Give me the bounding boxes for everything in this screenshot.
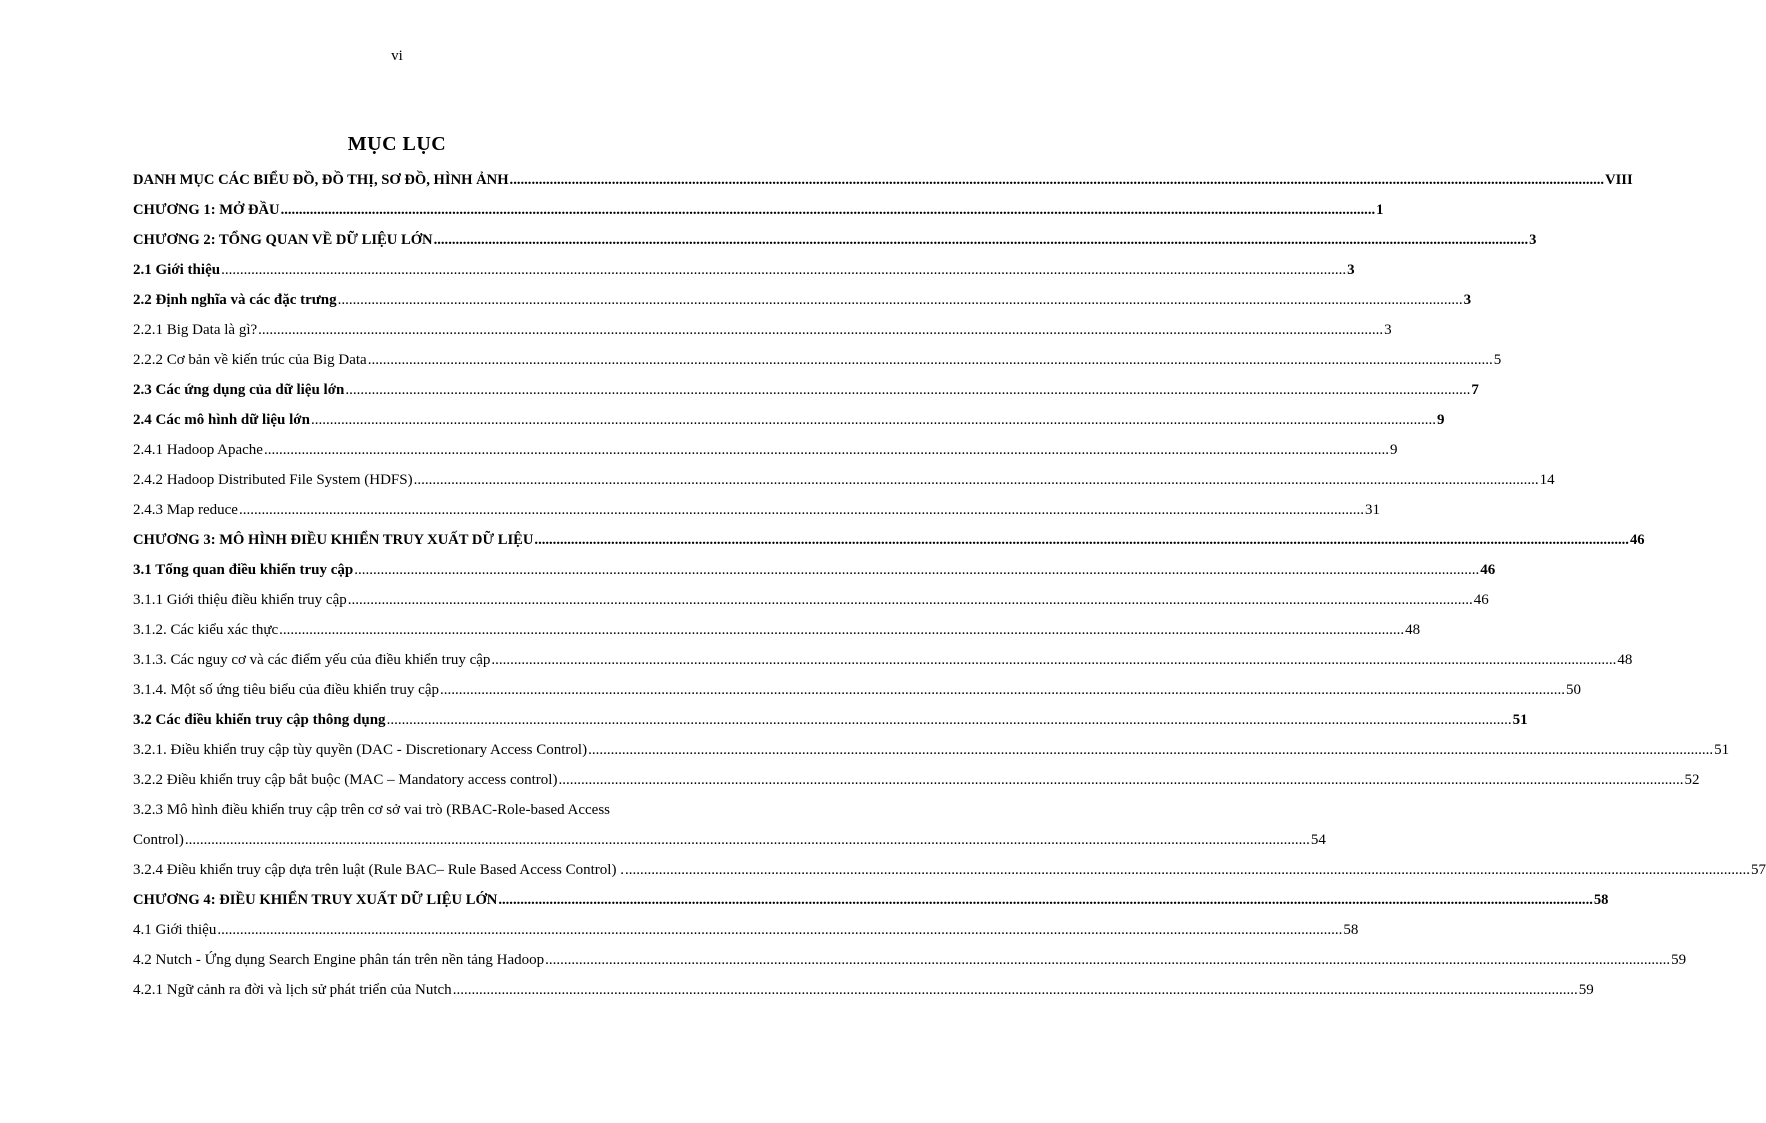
- toc-entry-3-2-1[interactable]: [133, 735, 1730, 765]
- toc-entry-text: 4.1 Giới thiệu: [133, 922, 217, 938]
- toc-leader-dots: ............................................................................................................................................................................................................................................................................................................: [263, 442, 1389, 458]
- toc-entry-text: 3.1.3. Các nguy cơ và các điểm yếu của điều khiển truy cập: [133, 652, 491, 668]
- toc-leader-dots: ............................................................................................................................................................................................................................................................................................................: [367, 352, 1493, 368]
- toc-entry-3-1[interactable]: [133, 555, 1496, 585]
- toc-entry-text: 3.2.2 Điều khiển truy cập bắt buộc (MAC – Mandatory access control): [133, 772, 558, 788]
- toc-entry-page: 52: [1684, 772, 1700, 788]
- toc-entry-page: 9: [1389, 442, 1398, 458]
- toc-entry-page: 59: [1671, 952, 1687, 968]
- toc-entry-2-2[interactable]: [133, 285, 1472, 315]
- toc-entry-chapter-2[interactable]: [133, 225, 1537, 255]
- toc-entry-4-1[interactable]: [133, 915, 1359, 945]
- toc-entry-text: 2.4.3 Map reduce: [133, 502, 238, 518]
- toc-entry-text: CHƯƠNG 1: MỞ ĐẦU: [133, 202, 280, 218]
- page-title: MỤC LỤC: [347, 133, 447, 155]
- toc-entry-4-2[interactable]: [133, 945, 1687, 975]
- toc-entry-page: 59: [1578, 982, 1594, 998]
- toc-entry-2-2-1[interactable]: [133, 315, 1392, 345]
- toc-entry-text: 3.1.2. Các kiểu xác thực: [133, 622, 279, 638]
- toc-entry-3-1-4[interactable]: [133, 675, 1581, 705]
- toc-entry-text: 2.3 Các ứng dụng của dữ liệu lớn: [133, 382, 345, 398]
- toc-entry-text: 3.2.4 Điều khiển truy cập dựa trên luật (Rule BAC– Rule Based Access Control) .: [133, 862, 624, 878]
- toc-entry-text: 3.2.1. Điều khiển truy cập tùy quyền (DAC - Discretionary Access Control): [133, 742, 588, 758]
- toc-entry-chapter-3[interactable]: [133, 525, 1645, 555]
- toc-leader-dots: ............................................................................................................................................................................................................................................................................................................: [279, 622, 1405, 638]
- toc-leader-dots: ............................................................................................................................................................................................................................................................................................................: [624, 862, 1750, 878]
- toc-leader-dots: ............................................................................................................................................................................................................................................................................................................: [280, 202, 1376, 218]
- toc-entry-page: 51: [1714, 742, 1730, 758]
- toc-entry-page: 46: [1629, 532, 1645, 548]
- toc-entry-3-1-2[interactable]: [133, 615, 1421, 645]
- toc-entry-text: 3.1.1 Giới thiệu điều khiển truy cập: [133, 592, 347, 608]
- toc-entry-text: 2.1 Giới thiệu: [133, 262, 221, 278]
- toc-entry-page: 50: [1565, 682, 1581, 698]
- toc-entry-text: 4.2 Nutch - Ứng dụng Search Engine phân tán trên nền tảng Hadoop: [133, 952, 545, 968]
- toc-entry-page: 48: [1405, 622, 1421, 638]
- toc-leader-dots: ............................................................................................................................................................................................................................................................................................................: [354, 562, 1480, 578]
- page-number: vi: [391, 48, 403, 64]
- toc-leader-dots: ............................................................................................................................................................................................................................................................................................................: [439, 682, 1565, 698]
- toc-entry-page: 3: [1347, 262, 1355, 278]
- toc-entry-page: 54: [1310, 832, 1326, 848]
- table-of-contents: [133, 165, 1766, 1005]
- toc-entry-text: 2.4.2 Hadoop Distributed File System (HDFS): [133, 472, 413, 488]
- toc-entry-page: 58: [1593, 892, 1609, 908]
- toc-entry-page: VIII: [1605, 172, 1633, 188]
- toc-entry-text: DANH MỤC CÁC BIỂU ĐỒ, ĐỒ THỊ, SƠ ĐỒ, HÌNH ẢNH: [133, 172, 509, 188]
- toc-entry-text: CHƯƠNG 2: TỔNG QUAN VỀ DỮ LIỆU LỚN: [133, 232, 433, 248]
- toc-entry-3-2-2[interactable]: [133, 765, 1700, 795]
- toc-entry-3-1-1[interactable]: [133, 585, 1489, 615]
- toc-leader-dots: ............................................................................................................................................................................................................................................................................................................: [433, 232, 1529, 248]
- toc-leader-dots: ............................................................................................................................................................................................................................................................................................................: [545, 952, 1671, 968]
- toc-leader-dots: ............................................................................................................................................................................................................................................................................................................: [558, 772, 1684, 788]
- toc-entry-page: 3: [1529, 232, 1537, 248]
- toc-leader-dots: ............................................................................................................................................................................................................................................................................................................: [498, 892, 1593, 908]
- toc-leader-dots: ............................................................................................................................................................................................................................................................................................................: [588, 742, 1714, 758]
- toc-entry-4-2-1[interactable]: [133, 975, 1594, 1005]
- toc-entry-2-4[interactable]: [133, 405, 1445, 435]
- toc-leader-dots: ............................................................................................................................................................................................................................................................................................................: [509, 172, 1605, 188]
- toc-entry-3-1-3[interactable]: [133, 645, 1633, 675]
- toc-leader-dots: ............................................................................................................................................................................................................................................................................................................: [347, 592, 1473, 608]
- toc-entry-figures-list[interactable]: [133, 165, 1633, 195]
- toc-entry-page: 58: [1343, 922, 1359, 938]
- toc-entry-text: CHƯƠNG 3: MÔ HÌNH ĐIỀU KHIỂN TRUY XUẤT DỮ LIỆU: [133, 532, 534, 548]
- toc-leader-dots: ............................................................................................................................................................................................................................................................................................................: [386, 712, 1512, 728]
- toc-entry-page: 46: [1473, 592, 1489, 608]
- toc-leader-dots: ............................................................................................................................................................................................................................................................................................................: [491, 652, 1617, 668]
- toc-entry-text: 3.1 Tổng quan điều khiển truy cập: [133, 562, 354, 578]
- toc-leader-dots: ............................................................................................................................................................................................................................................................................................................: [337, 292, 1463, 308]
- toc-entry-text: Control): [133, 832, 184, 848]
- toc-entry-text: 2.2.1 Big Data là gì?: [133, 322, 258, 338]
- toc-leader-dots: ............................................................................................................................................................................................................................................................................................................: [310, 412, 1436, 428]
- toc-entry-page: 9: [1436, 412, 1445, 428]
- toc-entry-page: 31: [1364, 502, 1380, 518]
- toc-entry-2-3[interactable]: [133, 375, 1479, 405]
- toc-entry-page: 7: [1471, 382, 1479, 398]
- toc-leader-dots: ............................................................................................................................................................................................................................................................................................................: [217, 922, 1343, 938]
- toc-entry-2-4-3[interactable]: [133, 495, 1380, 525]
- toc-entry-page: 51: [1512, 712, 1528, 728]
- toc-entry-text: 2.2.2 Cơ bản về kiến trúc của Big Data: [133, 352, 367, 368]
- toc-entry-text: 3.1.4. Một số ứng tiêu biểu của điều khiển truy cập: [133, 682, 439, 698]
- toc-entry-chapter-4[interactable]: [133, 885, 1609, 915]
- toc-leader-dots: ............................................................................................................................................................................................................................................................................................................: [238, 502, 1364, 518]
- toc-entry-text: 2.2 Định nghĩa và các đặc trưng: [133, 292, 337, 308]
- toc-leader-dots: ............................................................................................................................................................................................................................................................................................................: [184, 832, 1310, 848]
- toc-entry-3-2-3-first-line[interactable]: 3.2.3 Mô hình điều khiển truy cập trên cơ sở vai trò (RBAC-Role-based Access: [133, 802, 611, 818]
- toc-entry-page: 3: [1463, 292, 1472, 308]
- toc-entry-text: 3.2 Các điều khiển truy cập thông dụng: [133, 712, 386, 728]
- toc-entry-text: 4.2.1 Ngữ cảnh ra đời và lịch sử phát triển của Nutch: [133, 982, 452, 998]
- toc-entry-3-2[interactable]: [133, 705, 1528, 735]
- toc-entry-text: 2.4 Các mô hình dữ liệu lớn: [133, 412, 310, 428]
- toc-leader-dots: ............................................................................................................................................................................................................................................................................................................: [221, 262, 1347, 278]
- toc-entry-page: 1: [1376, 202, 1384, 218]
- toc-entry-2-1[interactable]: [133, 255, 1355, 285]
- toc-leader-dots: ............................................................................................................................................................................................................................................................................................................: [345, 382, 1471, 398]
- toc-entry-page: 5: [1493, 352, 1502, 368]
- toc-entry-2-2-2[interactable]: [133, 345, 1502, 375]
- toc-entry-page: 48: [1617, 652, 1633, 668]
- toc-leader-dots: ............................................................................................................................................................................................................................................................................................................: [413, 472, 1539, 488]
- toc-entry-page: 46: [1480, 562, 1496, 578]
- toc-entry-page: 3: [1384, 322, 1392, 338]
- toc-entry-3-2-3[interactable]: [133, 825, 1326, 855]
- toc-entry-2-4-1[interactable]: [133, 435, 1398, 465]
- toc-entry-page: 14: [1539, 472, 1555, 488]
- toc-entry-page: 57: [1750, 862, 1766, 878]
- toc-entry-2-4-2[interactable]: [133, 465, 1555, 495]
- toc-entry-text: 2.4.1 Hadoop Apache: [133, 442, 263, 458]
- toc-leader-dots: ............................................................................................................................................................................................................................................................................................................: [258, 322, 1384, 338]
- toc-entry-3-2-4[interactable]: [133, 855, 1766, 885]
- toc-entry-text: CHƯƠNG 4: ĐIỀU KHIỂN TRUY XUẤT DỮ LIỆU LỚN: [133, 892, 498, 908]
- toc-leader-dots: ............................................................................................................................................................................................................................................................................................................: [534, 532, 1629, 548]
- toc-leader-dots: ............................................................................................................................................................................................................................................................................................................: [452, 982, 1578, 998]
- toc-entry-chapter-1[interactable]: [133, 195, 1384, 225]
